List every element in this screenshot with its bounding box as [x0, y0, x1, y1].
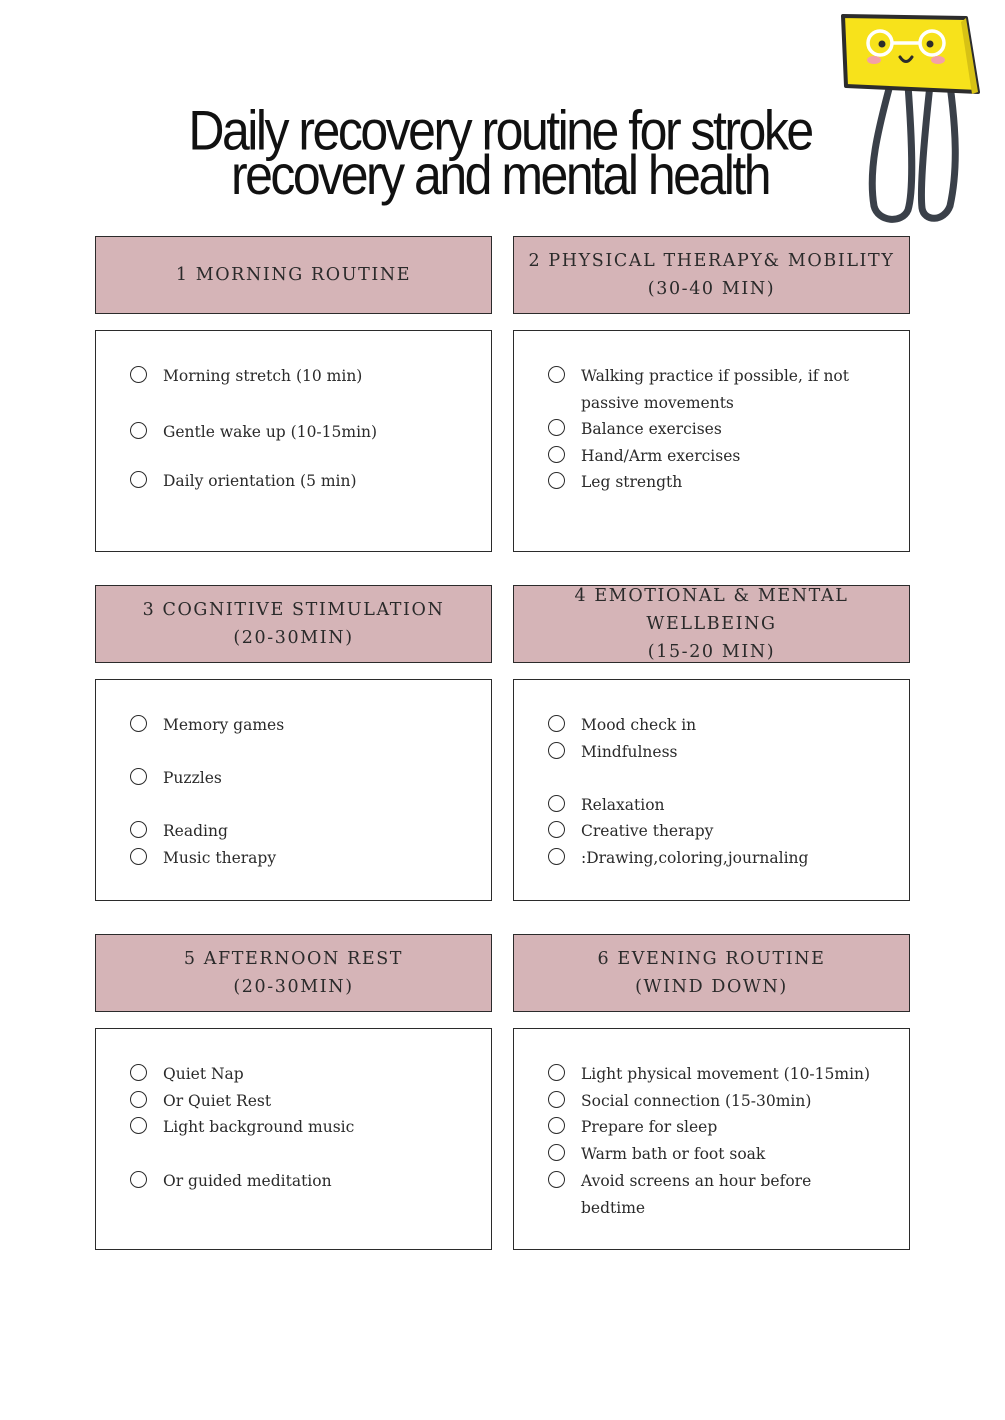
section-heading-line: (WIND DOWN)	[635, 977, 788, 997]
binder-clip-icon	[838, 10, 988, 230]
circle-checkbox-icon[interactable]	[548, 419, 565, 436]
section-box-physical-therapy	[513, 330, 910, 552]
checklist-item[interactable]: Music therapy	[130, 845, 480, 872]
section-box-morning-routine	[95, 330, 492, 552]
circle-checkbox-icon[interactable]	[130, 1171, 147, 1188]
section-heading-line: 2 PHYSICAL THERAPY& MOBILITY	[528, 251, 895, 271]
section-header-morning-routine	[95, 236, 492, 314]
circle-checkbox-icon[interactable]	[130, 471, 147, 488]
checklist-item[interactable]: Or Quiet Rest	[130, 1088, 480, 1115]
section-header-afternoon-rest	[95, 934, 492, 1012]
circle-checkbox-icon[interactable]	[130, 366, 147, 383]
circle-checkbox-icon[interactable]	[548, 446, 565, 463]
checklist-item[interactable]: Warm bath or foot soak	[548, 1141, 898, 1168]
checklist-item[interactable]: Relaxation	[548, 792, 898, 819]
section-header-evening-routine	[513, 934, 910, 1012]
checklist-item[interactable]: Or guided meditation	[130, 1168, 480, 1195]
circle-checkbox-icon[interactable]	[548, 1144, 565, 1161]
section-heading-line: (20-30MIN)	[233, 628, 354, 648]
section-heading-line: 3 COGNITIVE STIMULATION	[142, 600, 445, 620]
circle-checkbox-icon[interactable]	[548, 795, 565, 812]
checklist-item[interactable]: Light physical movement (10-15min)	[548, 1061, 898, 1088]
circle-checkbox-icon[interactable]	[130, 1091, 147, 1108]
circle-checkbox-icon[interactable]	[548, 1091, 565, 1108]
section-heading-line: (20-30MIN)	[233, 977, 354, 997]
section-heading-line: 5 AFTERNOON REST	[183, 949, 404, 969]
circle-checkbox-icon[interactable]	[130, 715, 147, 732]
checklist-item[interactable]: Memory games	[130, 712, 480, 739]
checklist-item[interactable]: :Drawing,coloring,journaling	[548, 845, 898, 872]
circle-checkbox-icon[interactable]	[130, 768, 147, 785]
section-box-afternoon-rest	[95, 1028, 492, 1250]
checklist-item[interactable]: Quiet Nap	[130, 1061, 480, 1088]
section-box-evening-routine	[513, 1028, 910, 1250]
circle-checkbox-icon[interactable]	[548, 1064, 565, 1081]
section-header-emotional-wellbeing	[513, 585, 910, 663]
checklist-item[interactable]: Prepare for sleep	[548, 1114, 898, 1141]
checklist-item[interactable]: Hand/Arm exercises	[548, 443, 898, 470]
checklist-item[interactable]: Mindfulness	[548, 739, 898, 766]
circle-checkbox-icon[interactable]	[130, 1064, 147, 1081]
checklist-item[interactable]: Daily orientation (5 min)	[130, 468, 480, 495]
title-line-2: recovery and mental health	[230, 143, 770, 207]
checklist-item[interactable]: Puzzles	[130, 765, 480, 792]
circle-checkbox-icon[interactable]	[548, 472, 565, 489]
checklist-item[interactable]: Creative therapy	[548, 818, 898, 845]
checklist-item[interactable]: Leg strength	[548, 469, 898, 496]
checklist-item[interactable]: Walking practice if possible, if not passive movements	[548, 363, 858, 416]
section-box-emotional-wellbeing	[513, 679, 910, 901]
circle-checkbox-icon[interactable]	[130, 1117, 147, 1134]
circle-checkbox-icon[interactable]	[548, 742, 565, 759]
checklist-item[interactable]: Avoid screens an hour before bedtime	[548, 1168, 838, 1221]
checklist-item[interactable]: Light background music	[130, 1114, 480, 1141]
section-heading-line: (15-20 MIN)	[647, 642, 776, 662]
checklist-item[interactable]: Balance exercises	[548, 416, 898, 443]
circle-checkbox-icon[interactable]	[548, 821, 565, 838]
page-title	[80, 99, 920, 207]
title-line-1: Daily recovery routine for stroke	[188, 99, 812, 162]
circle-checkbox-icon[interactable]	[548, 366, 565, 383]
section-box-cognitive-stimulation	[95, 679, 492, 901]
circle-checkbox-icon[interactable]	[548, 1117, 565, 1134]
checklist-item[interactable]: Gentle wake up (10-15min)	[130, 419, 480, 446]
checklist-item[interactable]: Reading	[130, 818, 480, 845]
section-heading-line: 4 EMOTIONAL & MENTAL WELLBEING	[574, 586, 849, 634]
circle-checkbox-icon[interactable]	[130, 422, 147, 439]
checklist-item[interactable]: Morning stretch (10 min)	[130, 363, 480, 390]
circle-checkbox-icon[interactable]	[548, 1171, 565, 1188]
circle-checkbox-icon[interactable]	[548, 715, 565, 732]
section-header-physical-therapy	[513, 236, 910, 314]
section-heading-line: 1 MORNING ROUTINE	[175, 265, 412, 285]
circle-checkbox-icon[interactable]	[548, 848, 565, 865]
circle-checkbox-icon[interactable]	[130, 848, 147, 865]
circle-checkbox-icon[interactable]	[130, 821, 147, 838]
section-heading-line: (30-40 MIN)	[647, 279, 776, 299]
section-header-cognitive-stimulation	[95, 585, 492, 663]
section-heading-line: 6 EVENING ROUTINE	[597, 949, 826, 969]
checklist-item[interactable]: Mood check in	[548, 712, 898, 739]
checklist-item[interactable]: Social connection (15-30min)	[548, 1088, 898, 1115]
